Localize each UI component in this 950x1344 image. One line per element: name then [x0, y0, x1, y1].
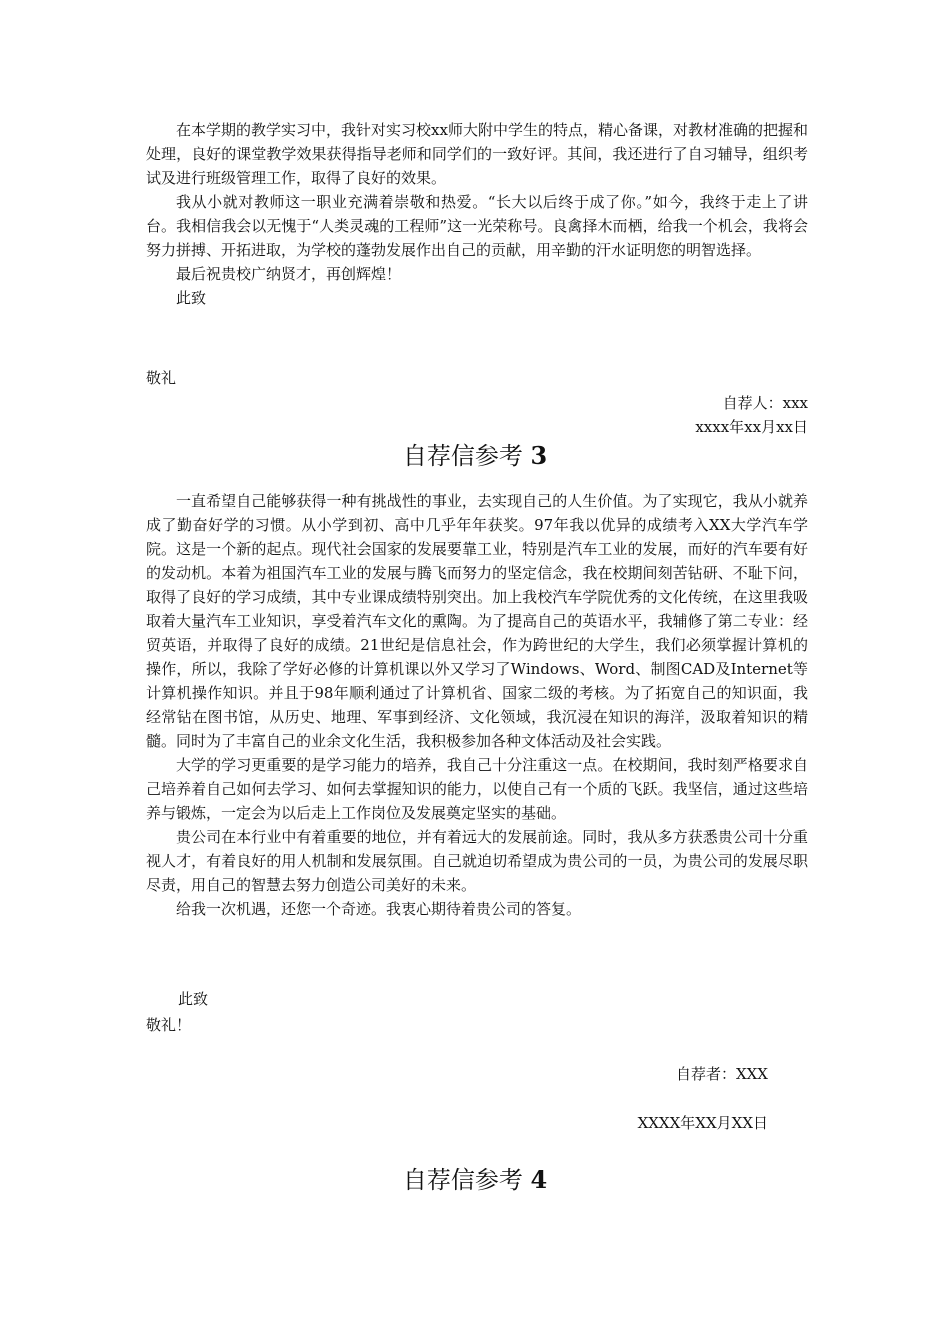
letter2-closing-1: 此致	[176, 289, 207, 307]
letter4-title-number: 4	[530, 1165, 548, 1194]
letter3-paragraph-1: 一直希望自己能够获得一种有挑战性的事业，去实现自己的人生价值。为了实现它，我从小就养成了勤奋好学的习惯。从小学到初、高中几乎年年获奖。97年我以优异的成绩考入XX大学汽车学院。这是一个新的起点。现代社会国家的发展要靠工业，特别是汽车工业的发展，而好的汽车要有好的发动机。本着为祖国汽车工业的发展与腾飞而努力的坚定信念，我在校期间刻苦钻研、不耻下问，取得了良好的学习成绩，其中专业课成绩特别突出。加上我校汽车学院优秀的文化传统，在这里我吸取着大量汽车工业知识，享受着汽车文化的熏陶。为了提高自己的英语水平，我辅修了第二专业：经贸英语，并取得了良好的成绩。21世纪是信息社会，作为跨世纪的大学生，我们必须掌握计算机的操作，所以，我除了学好必修的计算机课以外又学习了Windows、Word、制图CAD及Internet等计算机操作知识。并且于98年顺利通过了计算机省、国家二级的考核。为了拓宽自己的知识面，我经常钻在图书馆，从历史、地理、军事到经济、文化领域，我沉浸在知识的海洋，汲取着知识的精髓。同时为了丰富自己的业余文化生活，我积极参加各种文体活动及社会实践。	[146, 492, 808, 750]
letter3-paragraph-2: 大学的学习更重要的是学习能力的培养，我自己十分注重这一点。在校期间，我时刻严格要求自己培养着自己如何去学习、如何去掌握知识的能力，以使自己有一个质的飞跃。我坚信，通过这些培养与锻炼，一定会为以后走上工作岗位及发展奠定坚实的基础。	[146, 756, 808, 822]
letter3-closing-1: 此致	[178, 990, 209, 1008]
letter2-paragraph-2: 我从小就对教师这一职业充满着崇敬和热爱。“长大以后终于成了你。”如今，我终于走上了讲台。我相信我会以无愧于“人类灵魂的工程师”这一光荣称号。良禽择木而栖，给我一个机会，我将会努力拼搏、开拓进取，为学校的蓬勃发展作出自己的贡献，用辛勤的汗水证明您的明智选择。	[146, 193, 808, 259]
letter3-paragraph-3: 贵公司在本行业中有着重要的地位，并有着远大的发展前途。同时，我从多方获悉贵公司十分重视人才，有着良好的用人机制和发展氛围。自己就迫切希望成为贵公司的一员，为贵公司的发展尽职尽责，用自己的智慧去努力创造公司美好的未来。	[146, 828, 808, 894]
letter3-paragraph-4: 给我一次机遇，还您一个奇迹。我衷心期待着贵公司的答复。	[176, 900, 582, 918]
letter3-date: XXXX年XX月XX日	[637, 1114, 768, 1132]
letter2-body	[146, 118, 808, 310]
letter3-signer: 自荐者：XXX	[675, 1065, 768, 1083]
letter2-paragraph-1: 在本学期的教学实习中，我针对实习校xx师大附中学生的特点，精心备课，对教材准确的把握和处理，良好的课堂教学效果获得指导老师和同学们的一致好评。其间，我还进行了自习辅导，组织考试及进行班级管理工作，取得了良好的效果。	[146, 121, 808, 187]
letter4-title	[0, 1165, 950, 1195]
letter2-signer: 自荐人：xxx	[722, 394, 808, 412]
letter3-body	[146, 489, 808, 921]
letter3-title	[0, 441, 950, 471]
letter2-closing-2: 敬礼	[146, 369, 177, 387]
letter3-title-number: 3	[530, 441, 548, 470]
letter3-title-text: 自荐信参考	[402, 442, 523, 470]
letter2-date: xxxx年xx月xx日	[695, 418, 808, 436]
letter3-closing-2: 敬礼！	[146, 1016, 192, 1034]
letter4-title-text: 自荐信参考	[402, 1166, 523, 1194]
letter2-paragraph-3: 最后祝贵校广纳贤才，再创辉煌！	[176, 265, 402, 283]
